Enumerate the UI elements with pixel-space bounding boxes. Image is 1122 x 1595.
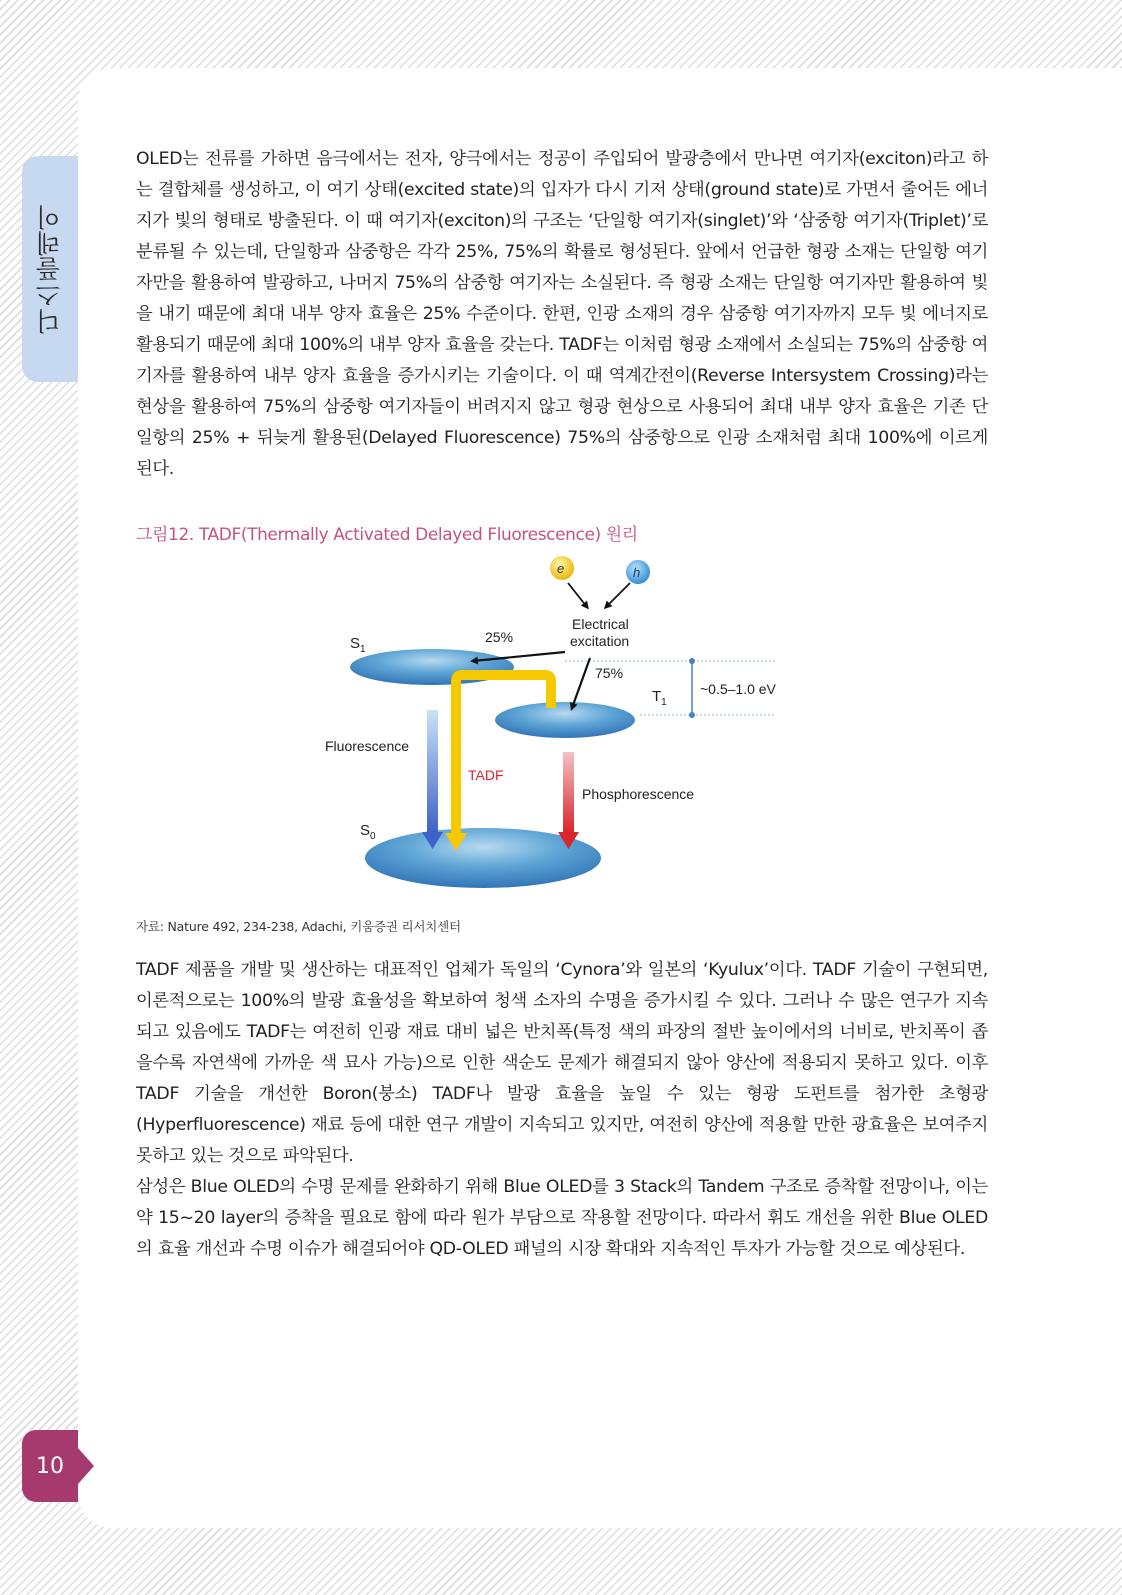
triplet-percent-label: 75% <box>595 665 624 681</box>
electrical-excitation-label-1: Electrical <box>572 616 629 632</box>
tadf-arrow <box>456 675 551 833</box>
paragraph-samsung-outlook: 삼성은 Blue OLED의 수명 문제를 완화하기 위해 Blue OLED를 3 Stack의 Tandem 구조로 증착할 전망이나, 이는 약 15~20 layer의 증착을 필요로 함에 따라 원가 부담으로 작용할 전망이다. 따라서 휘도 개선을 위한 Blue OLED의 효율 개선과 수명 이슈가 해결되어야 QD-OLED 패널의 시장 확대와 지속적인 투자가 가능할 것으로 예상된다. <box>136 1177 988 1259</box>
phosphorescence-label: Phosphorescence <box>582 786 695 802</box>
figure-caption: 그림12. TADF(Thermally Activated Delayed Fluorescence) 원리 <box>136 525 638 545</box>
paragraph-tadf-industry: TADF 제품을 개발 및 생산하는 대표적인 업체가 독일의 ‘Cynora’와 일본의 ‘Kyulux’이다. TADF 기술이 구현되면, 이론적으로는 100%의 발광 효율성을 확보하여 청색 소자의 수명을 증가시킬 수 있다. 그러나 수 많은 연구가 지속되고 있음에도 TADF는 여전히 인광 재료 대비 넓은 반치폭(특정 색의 파장의 절반 높이에서의 너비로, 반치폭이 좁을수록 자연색에 가까운 색 묘사 가능)으로 인한 색순도 문제가 해결되지 않아 양산에 적용되지 못하고 있다. 이후 TADF 기술을 개선한 Boron(붕소) TADF나 발광 효율을 높일 수 있는 형광 도펀트를 첨가한 초형광(Hyperfluorescence) 재료 등에 대한 연구 개발이 지속되고 있지만, 여전히 양산에 적용할 만한 광효율은 보여주지 못하고 있는 것으로 파악된다. <box>136 960 988 1166</box>
energy-gap-label: ~0.5–1.0 eV <box>700 681 776 697</box>
hole-label: h <box>633 565 641 580</box>
t1-label: $T_1$ <box>652 688 667 708</box>
section-label: 디스플레이 <box>35 204 64 334</box>
section-side-tab <box>22 156 78 382</box>
energy-gap-bracket-top <box>689 658 695 664</box>
electron-arrow <box>568 583 587 607</box>
page-number: 10 <box>22 1430 78 1502</box>
paragraph-oled-principle: OLED는 전류를 가하면 음극에서는 전자, 양극에서는 정공이 주입되어 발광층에서 만나면 여기자(exciton)라고 하는 결합체를 생성하고, 이 여기 상태(excited state)의 입자가 다시 기저 상태(ground state)로 가면서 줄어든 에너지가 빛의 형태로 방출된다. 이 때 여기자(exciton)의 구조는 ‘단일항 여기자(singlet)’와 ‘삼중항 여기자(Triplet)’로 분류될 수 있는데, 단일항과 삼중항은 각각 25%, 75%의 확률로 형성된다. 앞에서 언급한 형광 소재는 단일항 여기자만을 활용하여 발광하고, 나머지 75%의 삼중항 여기자는 소실된다. 즉 형광 소재는 단일항 여기자만 활용하여 빛을 내기 때문에 최대 내부 양자 효율은 25% 수준이다. 한편, 인광 소재의 경우 삼중항 여기자까지 모두 빛 에너지로 활용되기 때문에 최대 100%의 내부 양자 효율을 갖는다. TADF는 이처럼 형광 소재에서 소실되는 75%의 삼중항 여기자를 활용하여 내부 양자 효율을 증가시키는 기술이다. 이 때 역계간전이(Reverse Intersystem Crossing)라는 현상을 활용하여 75%의 삼중항 여기자들이 버려지지 않고 형광 현상으로 사용되어 최대 내부 양자 효율은 기존 단일항의 25% + 뒤늦게 활용된(Delayed Fluorescence) 75%의 삼중항으로 인광 소재처럼 최대 100%에 이르게 된다. <box>136 149 988 479</box>
electrical-excitation-label-2: excitation <box>570 633 630 649</box>
energy-gap-bracket-bottom <box>689 712 695 718</box>
tadf-label: TADF <box>468 767 504 783</box>
electron-label: e <box>557 561 565 576</box>
excitation-arrow-t1 <box>572 658 590 708</box>
t1-level-disk <box>495 702 635 738</box>
phosphorescence-arrow <box>563 752 574 832</box>
hole-arrow <box>606 583 630 607</box>
fluorescence-arrow <box>427 710 438 832</box>
tadf-diagram <box>300 555 820 900</box>
fluorescence-label: Fluorescence <box>325 738 410 754</box>
singlet-percent-label: 25% <box>485 629 514 645</box>
s1-label: $S_1$ <box>350 635 366 655</box>
figure-source: 자료: Nature 492, 234-238, Adachi, 키움증권 리서치센터 <box>136 919 461 934</box>
page-number-pointer <box>78 1448 94 1484</box>
s0-label: $S_0$ <box>360 822 376 842</box>
